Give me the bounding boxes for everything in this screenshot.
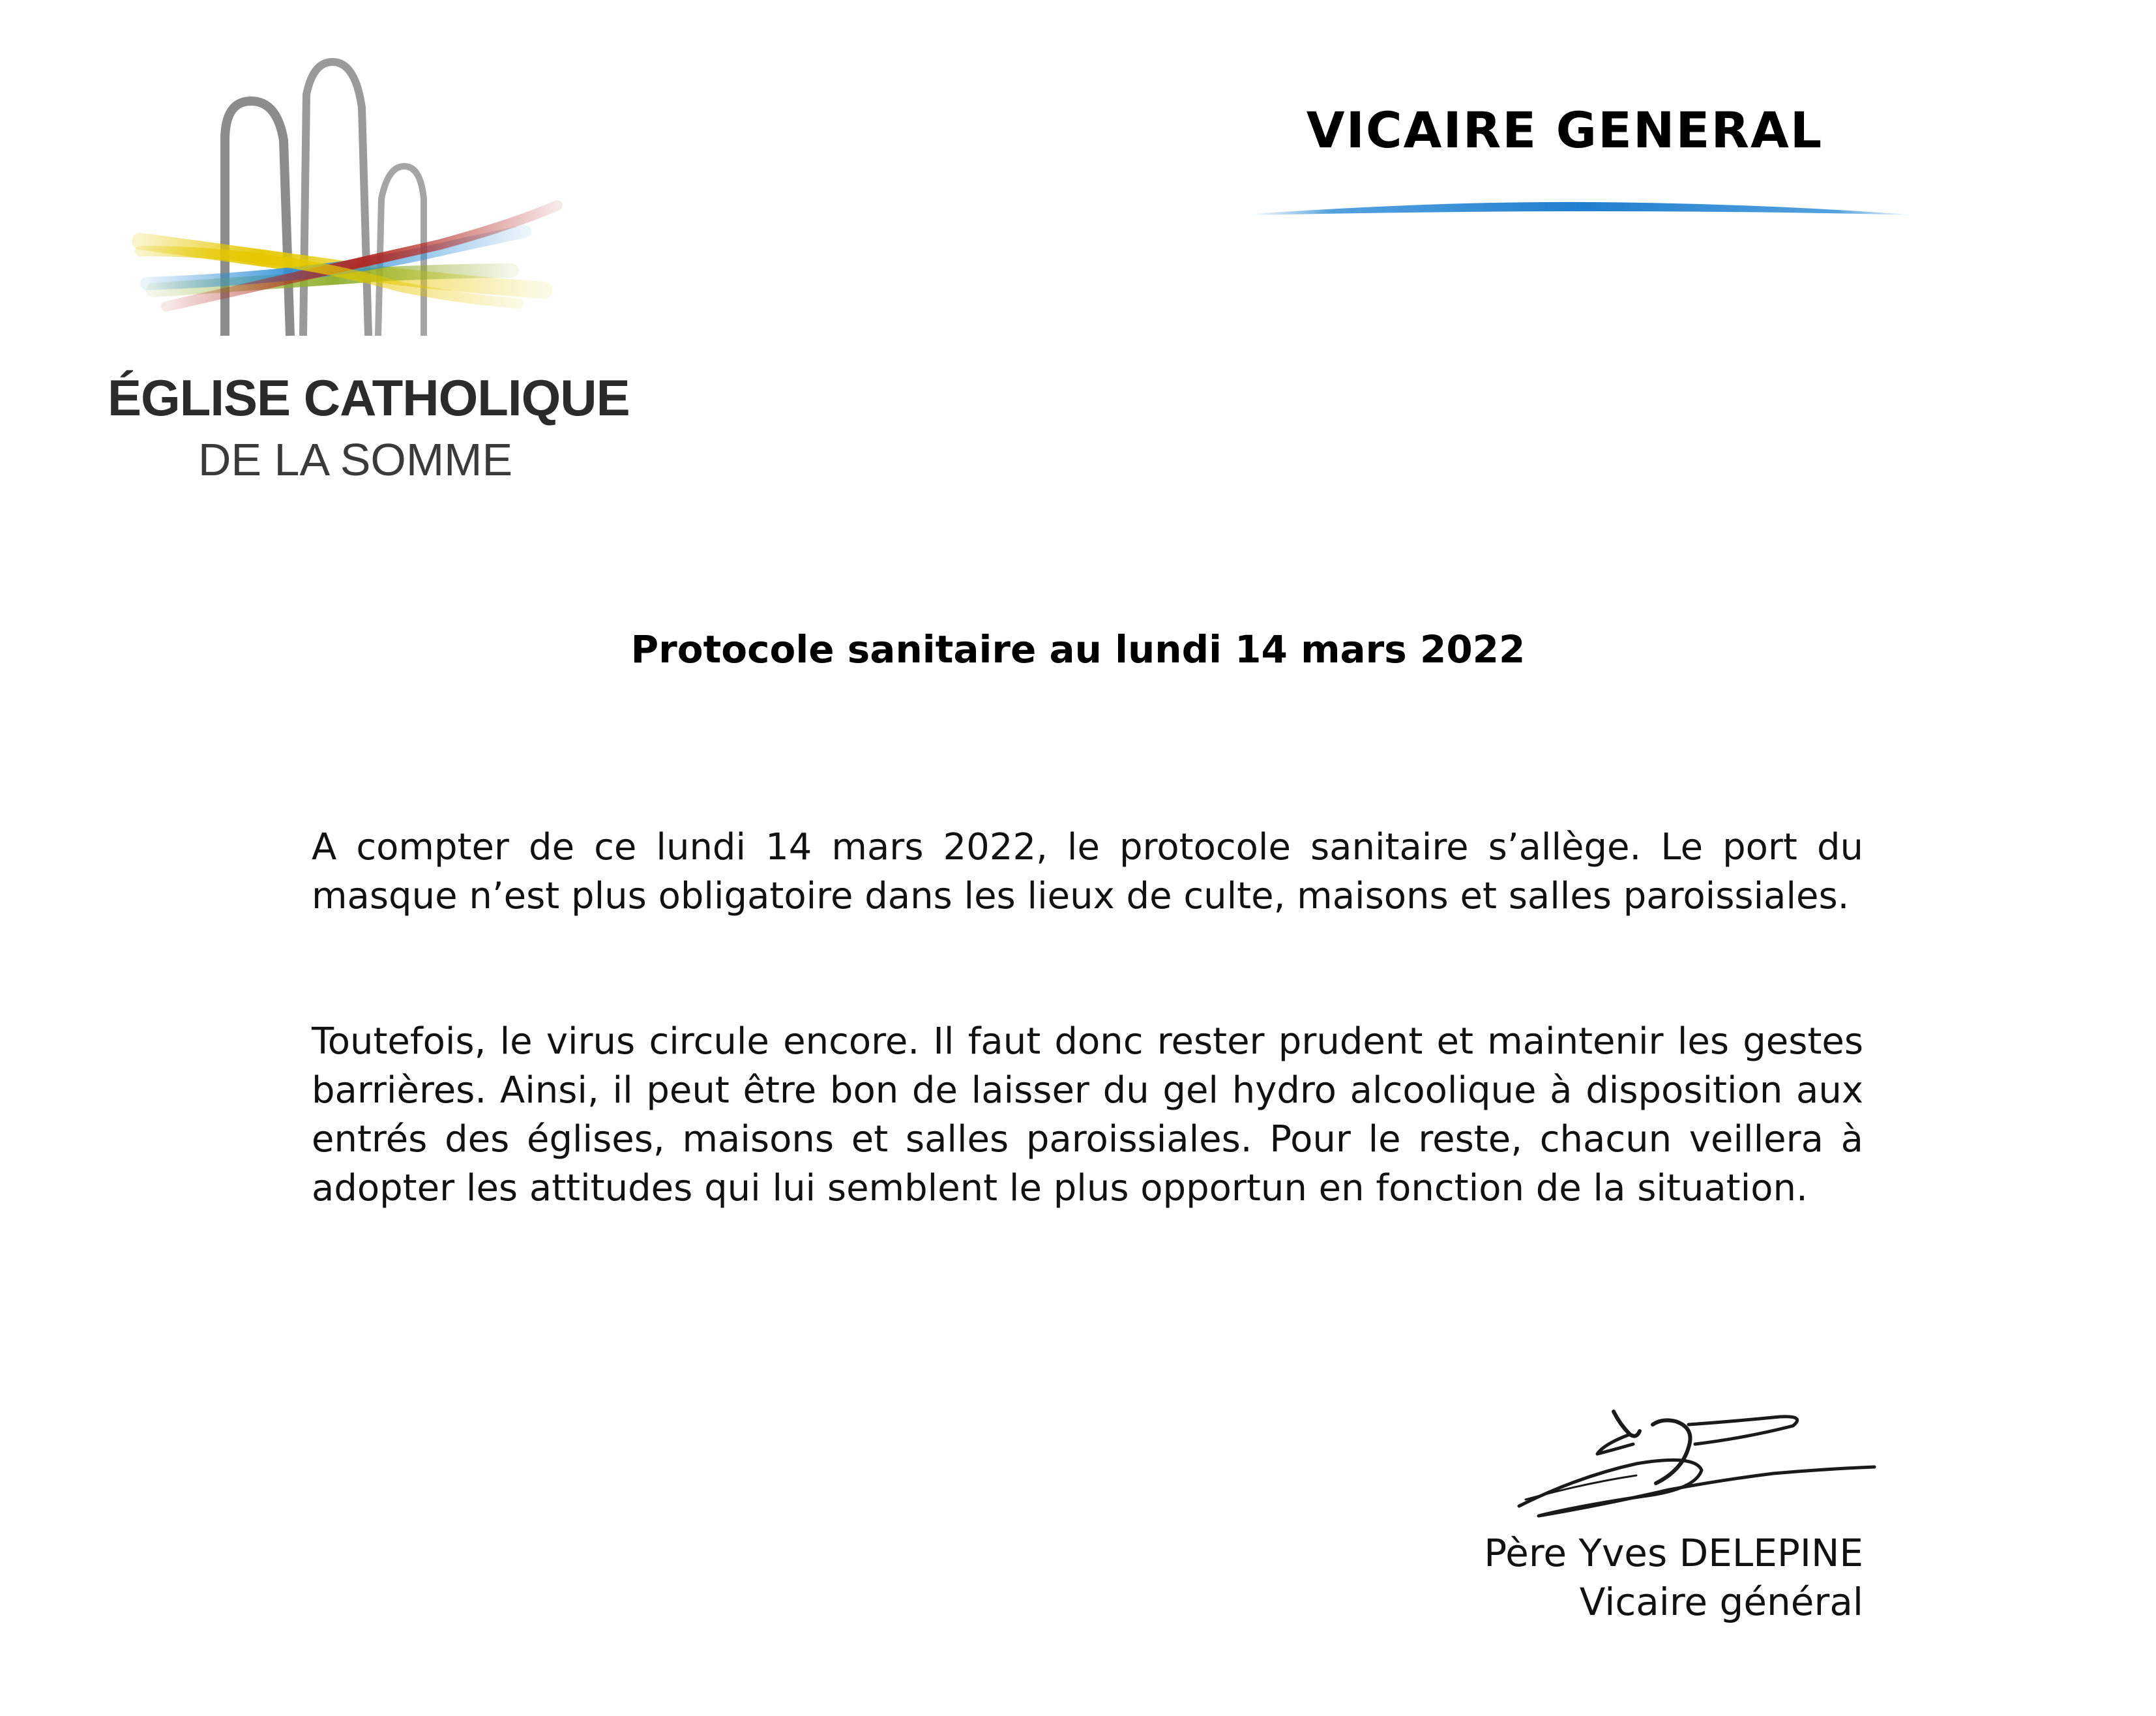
- signer-name: Père Yves DELEPINE: [1484, 1531, 1863, 1575]
- signer-block: [1484, 1529, 1863, 1627]
- logo-title: ÉGLISE CATHOLIQUE: [108, 369, 630, 426]
- diocese-logo: [108, 55, 630, 499]
- header-title: VICAIRE GENERAL: [1306, 101, 1824, 159]
- signer-role: Vicaire général: [1579, 1580, 1863, 1624]
- logo-subtitle: DE LA SOMME: [198, 434, 513, 485]
- blue-swoosh-divider: [1252, 196, 1917, 228]
- document-title: Protocole sanitaire au lundi 14 mars 2022: [630, 627, 1526, 672]
- church-arches-logo-icon: [127, 55, 583, 342]
- handwritten-signature-icon: [1499, 1398, 1878, 1529]
- body-paragraph: A compter de ce lundi 14 mars 2022, le protocole sanitaire s’allège. Le port du masque n’est plus obligatoire dans les lieux de culte, maisons et salles paroissiales.: [312, 826, 1863, 917]
- body-paragraph: Toutefois, le virus circule encore. Il faut donc rester prudent et maintenir les gestes barrières. Ainsi, il peut être bon de laisser du gel hydro alcoolique à disposition aux entrés des églises, maisons et salles paroissiales. Pour le reste, chacun veillera à adopter les attitudes qui lui semblent le plus opportun en fonction de la situation.: [312, 1020, 1863, 1209]
